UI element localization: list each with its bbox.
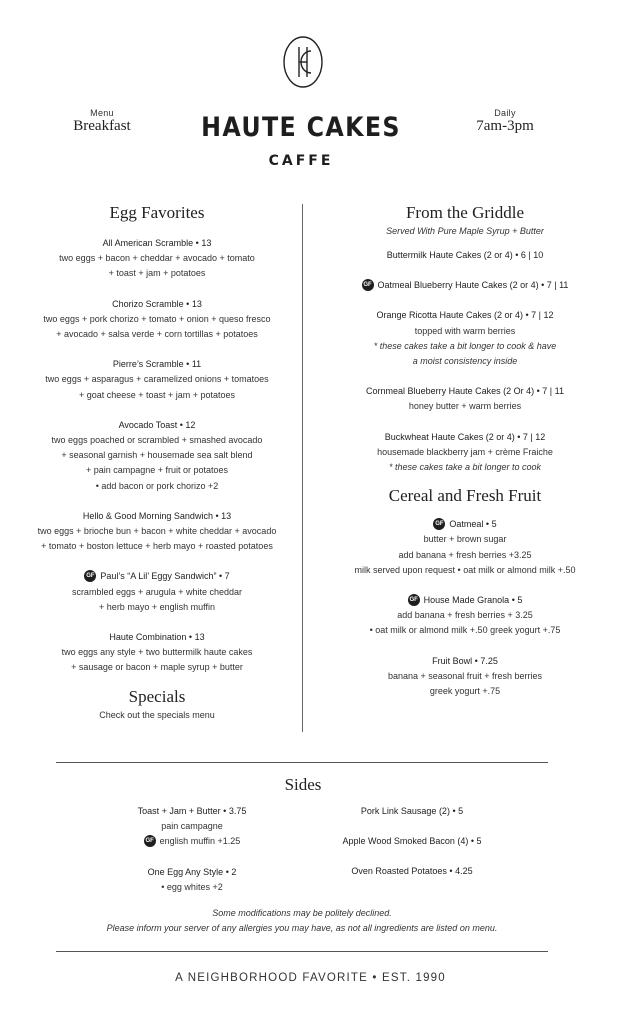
item-desc: milk served upon request • oat milk or almond milk +.50 (354, 564, 576, 575)
menu-item (22, 236, 292, 282)
griddle-title: From the Griddle (405, 203, 525, 222)
item-desc: + sausage or bacon + maple syrup + butter (71, 662, 243, 673)
gluten-free-icon: GF (144, 835, 156, 847)
griddle-subtitle: Served With Pure Maple Syrup + Butter (386, 226, 544, 236)
item-name: House Made Granola • 5 (423, 595, 523, 606)
menu-item (330, 278, 600, 293)
menu-item (22, 509, 292, 555)
footer-divider (56, 951, 548, 952)
menu-item (22, 297, 292, 343)
hours-label: Daily (494, 108, 516, 118)
egg-favorites-section (22, 202, 292, 723)
item-desc: • add bacon or pork chorizo +2 (95, 480, 219, 491)
item-desc: + tomato + boston lettuce + herb mayo + roasted potatoes (41, 541, 273, 552)
item-desc: two eggs any style + two buttermilk haute cakes (61, 647, 253, 658)
hc-monogram-logo (281, 34, 325, 90)
menu-type: Breakfast (73, 118, 131, 134)
item-name-row (330, 517, 600, 532)
brand-subtitle: CAFFE (268, 153, 334, 169)
item-note: a moist consistency inside (412, 356, 518, 367)
menu-item (330, 430, 600, 476)
specials-section (22, 686, 292, 723)
item-desc: • oat milk or almond milk +.50 greek yogurt +.75 (369, 625, 561, 636)
menu-item (330, 248, 600, 263)
side-item-desc: • egg whites +2 (161, 881, 223, 892)
side-item-name: Apple Wood Smoked Bacon (4) • 5 (342, 836, 482, 847)
item-note: * these cakes take a bit longer to cook & have (373, 340, 557, 351)
sides-title: Sides (284, 775, 322, 794)
specials-title: Specials (128, 686, 186, 706)
item-desc: + seasonal garnish + housemade sea salt blend (61, 450, 253, 461)
item-desc: + pain campagne + fruit or potatoes (85, 465, 229, 476)
side-item-name: Oven Roasted Potatoes • 4.25 (351, 866, 473, 877)
sides-top-divider (56, 762, 548, 763)
item-desc: + avocado + salsa verde + corn tortillas + potatoes (56, 329, 258, 340)
menu-item (22, 569, 292, 615)
item-desc: two eggs + brioche bun + bacon + white cheddar + avocado (37, 526, 277, 537)
item-desc: two eggs + bacon + cheddar + avocado + tomato (59, 253, 255, 264)
side-gf-row (92, 834, 292, 849)
item-name: Avocado Toast • 12 (118, 419, 196, 430)
sides-left-column (92, 804, 292, 895)
hours-value: 7am-3pm (476, 118, 534, 134)
menu-item (330, 593, 600, 639)
menu-item (330, 654, 600, 700)
gluten-free-icon: GF (433, 518, 445, 530)
item-desc: topped with warm berries (414, 325, 516, 336)
gluten-free-icon: GF (84, 570, 96, 582)
disclaimer-line: Please inform your server of any allergies you may have, as not all ingredients are listed on menu. (106, 923, 498, 933)
menu-item (330, 384, 600, 414)
item-desc: + toast + jam + potatoes (108, 268, 206, 279)
item-desc: + herb mayo + english muffin (99, 601, 215, 612)
griddle-section (330, 202, 600, 699)
item-name: Buttermilk Haute Cakes (2 or 4) • 6 | 10 (386, 250, 544, 260)
footer-tagline: A NEIGHBORHOOD FAVORITE • EST. 1990 (175, 972, 446, 984)
item-desc: butter + brown sugar (423, 534, 507, 545)
item-desc: two eggs + pork chorizo + tomato + onion + queso fresco (43, 313, 271, 324)
disclaimer-line: Some modifications may be politely declined. (212, 908, 392, 918)
menu-item (330, 308, 600, 369)
item-name: Cornmeal Blueberry Haute Cakes (2 Or 4) • 7 | 11 (366, 386, 564, 397)
item-desc: honey butter + warm berries (408, 401, 522, 412)
specials-text: Check out the specials menu (99, 709, 215, 720)
item-desc: banana + seasonal fruit + fresh berries (387, 670, 543, 681)
item-name: Oatmeal Blueberry Haute Cakes (2 or 4) • 7 | 11 (377, 280, 569, 291)
item-name: Paul’s “A Lil’ Eggy Sandwich” • 7 (100, 571, 230, 582)
item-name: Haute Combination • 13 (109, 632, 205, 643)
allergy-disclaimer (0, 906, 604, 936)
item-name: Chorizo Scramble • 13 (112, 298, 202, 309)
item-name-row (22, 569, 292, 584)
side-item-desc: pain campagne (161, 821, 223, 832)
gluten-free-icon: GF (408, 594, 420, 606)
menu-item (22, 630, 292, 676)
item-desc: add banana + fresh berries +3.25 (398, 549, 532, 560)
item-desc: + goat cheese + toast + jam + potatoes (78, 389, 236, 400)
item-desc: housemade blackberry jam + crème Fraiche (377, 446, 553, 457)
item-name-row (330, 593, 600, 608)
menu-item (22, 357, 292, 403)
side-item-name: One Egg Any Style • 2 (147, 866, 237, 877)
menu-item (330, 517, 600, 578)
cereal-title: Cereal and Fresh Fruit (388, 486, 542, 506)
item-name: Buckwheat Haute Cakes (2 or 4) • 7 | 12 (384, 431, 546, 442)
gluten-free-icon: GF (362, 279, 374, 291)
cereal-section (330, 485, 600, 699)
egg-favorites-title: Egg Favorites (109, 203, 205, 222)
menu-label: Menu (90, 108, 114, 118)
sides-right-column (312, 804, 512, 880)
item-desc: greek yogurt +.75 (429, 686, 501, 697)
item-name: Fruit Bowl • 7.25 (432, 655, 498, 666)
item-desc: two eggs poached or scrambled + smashed avocado (51, 435, 263, 446)
brand-title: HAUTE CAKES (201, 112, 401, 143)
side-item-desc: english muffin +1.25 (159, 836, 241, 847)
menu-item (22, 418, 292, 494)
item-name: Oatmeal • 5 (449, 519, 497, 530)
item-name: Hello & Good Morning Sandwich • 13 (82, 510, 232, 521)
item-note: * these cakes take a bit longer to cook (388, 462, 542, 473)
side-item-name: Toast + Jam + Butter • 3.75 (137, 806, 247, 816)
menu-type-block (52, 108, 152, 135)
side-item-name: Pork Link Sausage (2) • 5 (360, 806, 464, 816)
item-desc: scrambled eggs + arugula + white cheddar (71, 586, 243, 597)
item-name-row (330, 278, 600, 293)
item-name: All American Scramble • 13 (102, 238, 212, 248)
column-divider (302, 204, 303, 732)
item-desc: add banana + fresh berries + 3.25 (397, 610, 533, 621)
item-desc: two eggs + asparagus + caramelized onions + tomatoes (45, 374, 269, 385)
item-name: Orange Ricotta Haute Cakes (2 or 4) • 7 | 12 (376, 310, 554, 321)
item-name: Pierre’s Scramble • 11 (112, 359, 202, 370)
hours-block (455, 108, 555, 135)
